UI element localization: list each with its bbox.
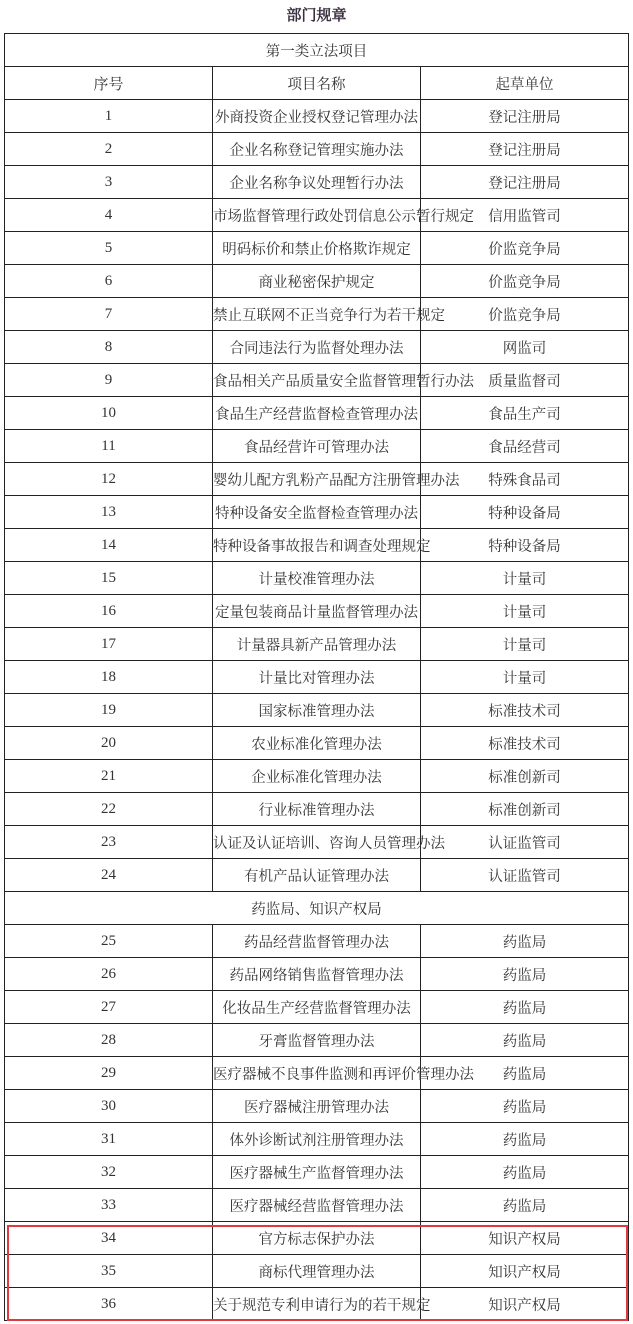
header-row [5, 67, 629, 100]
row-name: 食品相关产品质量安全监督管理暂行办法 [213, 364, 421, 397]
table-row [5, 760, 629, 793]
row-name: 商业秘密保护规定 [213, 265, 421, 298]
row-unit: 药监局 [421, 1090, 629, 1123]
table-row [5, 727, 629, 760]
row-unit: 计量司 [421, 562, 629, 595]
row-index: 23 [5, 826, 213, 859]
row-index: 9 [5, 364, 213, 397]
row-index: 8 [5, 331, 213, 364]
row-index: 19 [5, 694, 213, 727]
row-index: 25 [5, 925, 213, 958]
table-row [5, 100, 629, 133]
row-index: 13 [5, 496, 213, 529]
row-unit: 药监局 [421, 1057, 629, 1090]
row-index: 18 [5, 661, 213, 694]
row-unit: 认证监管司 [421, 826, 629, 859]
table-row [5, 661, 629, 694]
row-index: 24 [5, 859, 213, 892]
row-name: 药品经营监督管理办法 [213, 925, 421, 958]
row-name: 企业名称登记管理实施办法 [213, 133, 421, 166]
row-name: 食品经营许可管理办法 [213, 430, 421, 463]
row-index: 35 [5, 1255, 213, 1288]
table-row [5, 1057, 629, 1090]
row-unit: 药监局 [421, 958, 629, 991]
row-index: 27 [5, 991, 213, 1024]
row-index: 7 [5, 298, 213, 331]
row-unit: 价监竞争局 [421, 265, 629, 298]
row-name: 化妆品生产经营监督管理办法 [213, 991, 421, 1024]
row-index: 36 [5, 1288, 213, 1321]
row-index: 14 [5, 529, 213, 562]
row-name: 关于规范专利申请行为的若干规定 [213, 1288, 421, 1321]
row-index: 16 [5, 595, 213, 628]
header-unit: 起草单位 [421, 67, 629, 100]
row-unit: 特种设备局 [421, 496, 629, 529]
row-name: 商标代理管理办法 [213, 1255, 421, 1288]
table-row [5, 331, 629, 364]
row-index: 17 [5, 628, 213, 661]
row-index: 3 [5, 166, 213, 199]
table-row [5, 925, 629, 958]
row-name: 行业标准管理办法 [213, 793, 421, 826]
row-unit: 特殊食品司 [421, 463, 629, 496]
row-unit: 药监局 [421, 1024, 629, 1057]
row-name: 牙膏监督管理办法 [213, 1024, 421, 1057]
row-index: 30 [5, 1090, 213, 1123]
row-unit: 标准创新司 [421, 793, 629, 826]
row-unit: 知识产权局 [421, 1288, 629, 1321]
table-row [5, 628, 629, 661]
row-unit: 认证监管司 [421, 859, 629, 892]
row-name: 药品网络销售监督管理办法 [213, 958, 421, 991]
row-index: 28 [5, 1024, 213, 1057]
row-unit: 价监竞争局 [421, 232, 629, 265]
row-name: 定量包装商品计量监督管理办法 [213, 595, 421, 628]
row-unit: 计量司 [421, 661, 629, 694]
table-row [5, 859, 629, 892]
row-index: 26 [5, 958, 213, 991]
table-row [5, 826, 629, 859]
table-row [5, 1288, 629, 1321]
row-unit: 药监局 [421, 925, 629, 958]
row-name: 医疗器械注册管理办法 [213, 1090, 421, 1123]
row-unit: 计量司 [421, 628, 629, 661]
table-row [5, 199, 629, 232]
row-name: 禁止互联网不正当竞争行为若干规定 [213, 298, 421, 331]
row-unit: 食品经营司 [421, 430, 629, 463]
row-index: 34 [5, 1222, 213, 1255]
table-row [5, 1024, 629, 1057]
row-name: 计量器具新产品管理办法 [213, 628, 421, 661]
row-index: 5 [5, 232, 213, 265]
row-name: 合同违法行为监督处理办法 [213, 331, 421, 364]
table-row [5, 397, 629, 430]
row-name: 企业名称争议处理暂行办法 [213, 166, 421, 199]
row-index: 22 [5, 793, 213, 826]
row-unit: 标准技术司 [421, 694, 629, 727]
table-row [5, 133, 629, 166]
row-index: 11 [5, 430, 213, 463]
row-index: 20 [5, 727, 213, 760]
row-unit: 药监局 [421, 1156, 629, 1189]
table-row [5, 991, 629, 1024]
table-row [5, 1189, 629, 1222]
regulations-table [4, 33, 629, 1321]
row-unit: 食品生产司 [421, 397, 629, 430]
row-index: 31 [5, 1123, 213, 1156]
table-row [5, 595, 629, 628]
row-unit: 药监局 [421, 1123, 629, 1156]
header-name: 项目名称 [213, 67, 421, 100]
row-index: 1 [5, 100, 213, 133]
row-unit: 标准技术司 [421, 727, 629, 760]
row-name: 认证及认证培训、咨询人员管理办法 [213, 826, 421, 859]
row-name: 特种设备安全监督检查管理办法 [213, 496, 421, 529]
row-unit: 特种设备局 [421, 529, 629, 562]
row-name: 计量校准管理办法 [213, 562, 421, 595]
row-unit: 知识产权局 [421, 1255, 629, 1288]
row-name: 明码标价和禁止价格欺诈规定 [213, 232, 421, 265]
table-row [5, 265, 629, 298]
row-name: 外商投资企业授权登记管理办法 [213, 100, 421, 133]
table-row [5, 529, 629, 562]
row-name: 医疗器械不良事件监测和再评价管理办法 [213, 1057, 421, 1090]
row-unit: 登记注册局 [421, 100, 629, 133]
table-row [5, 298, 629, 331]
section-row [5, 34, 629, 67]
table-row [5, 166, 629, 199]
row-index: 21 [5, 760, 213, 793]
row-name: 特种设备事故报告和调查处理规定 [213, 529, 421, 562]
row-index: 12 [5, 463, 213, 496]
table-row [5, 1090, 629, 1123]
row-unit: 质量监督司 [421, 364, 629, 397]
row-name: 婴幼儿配方乳粉产品配方注册管理办法 [213, 463, 421, 496]
row-unit: 药监局 [421, 1189, 629, 1222]
row-name: 官方标志保护办法 [213, 1222, 421, 1255]
row-name: 市场监督管理行政处罚信息公示暂行规定 [213, 199, 421, 232]
row-index: 2 [5, 133, 213, 166]
row-name: 农业标准化管理办法 [213, 727, 421, 760]
table-row [5, 793, 629, 826]
row-index: 15 [5, 562, 213, 595]
row-unit: 计量司 [421, 595, 629, 628]
row-index: 29 [5, 1057, 213, 1090]
row-index: 4 [5, 199, 213, 232]
table-row [5, 463, 629, 496]
row-unit: 登记注册局 [421, 166, 629, 199]
table-row [5, 694, 629, 727]
table-row [5, 958, 629, 991]
row-unit: 价监竞争局 [421, 298, 629, 331]
row-unit: 网监司 [421, 331, 629, 364]
row-index: 10 [5, 397, 213, 430]
row-unit: 知识产权局 [421, 1222, 629, 1255]
table-row [5, 1123, 629, 1156]
table-row [5, 562, 629, 595]
row-unit: 信用监管司 [421, 199, 629, 232]
row-name: 食品生产经营监督检查管理办法 [213, 397, 421, 430]
row-unit: 标准创新司 [421, 760, 629, 793]
row-name: 计量比对管理办法 [213, 661, 421, 694]
row-name: 有机产品认证管理办法 [213, 859, 421, 892]
table-row [5, 1156, 629, 1189]
page-title: 部门规章 [286, 6, 347, 24]
table-row [5, 1255, 629, 1288]
row-unit: 登记注册局 [421, 133, 629, 166]
row-name: 医疗器械生产监督管理办法 [213, 1156, 421, 1189]
row-name: 体外诊断试剂注册管理办法 [213, 1123, 421, 1156]
table-row [5, 232, 629, 265]
table-row [5, 430, 629, 463]
table-row [5, 1222, 629, 1255]
section-title: 第一类立法项目 [5, 34, 629, 67]
row-index: 6 [5, 265, 213, 298]
row-name: 企业标准化管理办法 [213, 760, 421, 793]
section-title: 药监局、知识产权局 [5, 892, 629, 925]
section-row [5, 892, 629, 925]
row-index: 33 [5, 1189, 213, 1222]
row-name: 国家标准管理办法 [213, 694, 421, 727]
row-name: 医疗器械经营监督管理办法 [213, 1189, 421, 1222]
table-row [5, 496, 629, 529]
row-index: 32 [5, 1156, 213, 1189]
header-index: 序号 [5, 67, 213, 100]
row-unit: 药监局 [421, 991, 629, 1024]
table-row [5, 364, 629, 397]
